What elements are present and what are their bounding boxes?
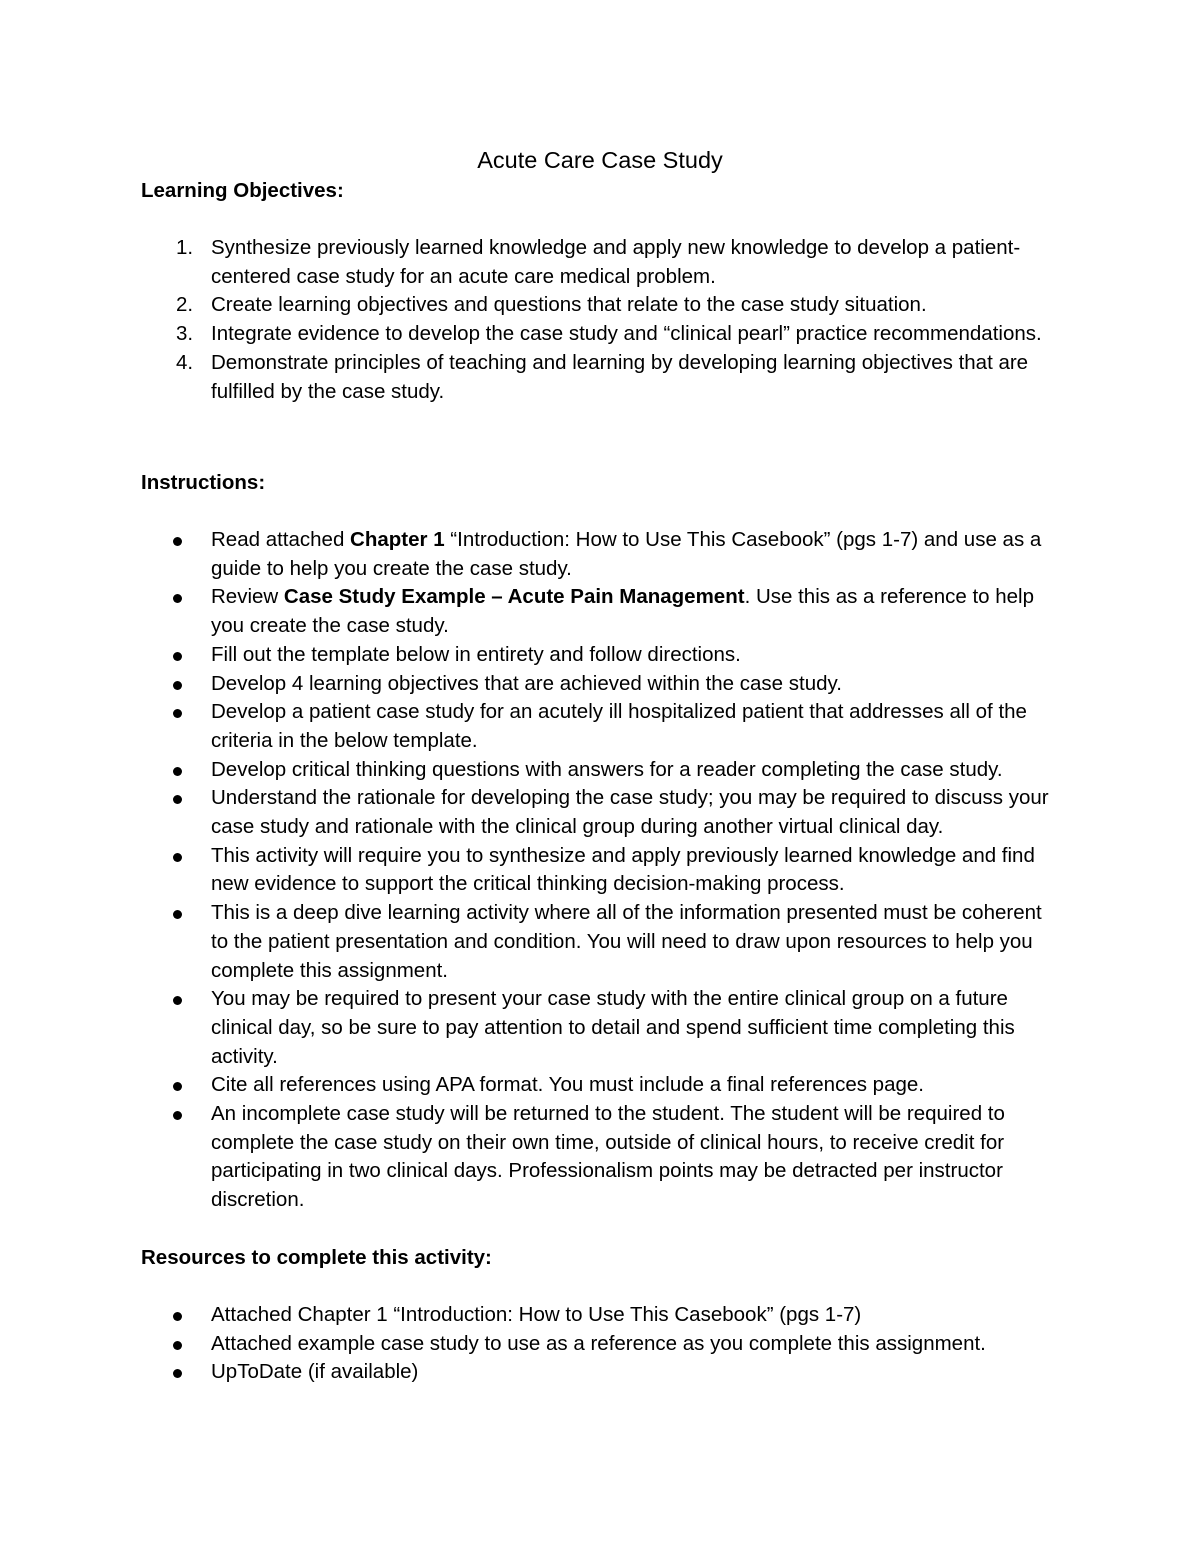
chapter-reference: Chapter 1 [350, 528, 445, 551]
item-text: Develop 4 learning objectives that are achieved within the case study. [211, 671, 842, 695]
list-item [0, 756, 1200, 785]
instructions-heading: Instructions: [141, 471, 266, 494]
bullet-icon [173, 996, 182, 1005]
list-item [0, 899, 1200, 985]
item-text: UpToDate (if available) [211, 1360, 419, 1384]
learning-objectives-heading: Learning Objectives: [141, 179, 344, 202]
bullet-icon [173, 652, 182, 661]
bullet-icon [173, 1111, 182, 1120]
item-text: You may be required to present your case study with the entire clinical group on a future clinical day, so be sure to pay attention to detail and spend sufficient time completing this activity. [211, 987, 1015, 1068]
bullet-icon [173, 1341, 182, 1350]
list-item [0, 526, 1200, 583]
item-number: 3. [176, 322, 194, 346]
item-text: Fill out the template below in entirety and follow directions. [211, 642, 741, 666]
bullet-icon [173, 1369, 182, 1378]
list-item [0, 291, 1200, 320]
item-text: Read attached Chapter 1 “Introduction: How to Use This Casebook” (pgs 1-7) and use as a guide to help you create the case study. [211, 528, 1042, 580]
item-text: Cite all references using APA format. You must include a final references page. [211, 1073, 924, 1097]
item-number: 2. [176, 293, 194, 317]
bullet-icon [173, 910, 182, 919]
list-item [0, 842, 1200, 899]
list-item [0, 1358, 1200, 1387]
resources-list [0, 1301, 1200, 1387]
list-item [0, 1330, 1200, 1359]
item-text: Integrate evidence to develop the case study and “clinical pearl” practice recommendations. [211, 322, 1042, 346]
list-item [0, 670, 1200, 699]
item-number: 1. [176, 236, 194, 259]
item-text: Demonstrate principles of teaching and learning by developing learning objectives that are fulfilled by the case study. [211, 350, 1029, 403]
item-text: This activity will require you to synthesize and apply previously learned knowledge and find new evidence to support the critical thinking decision-making process. [211, 843, 1035, 896]
list-item [0, 641, 1200, 670]
list-item [0, 698, 1200, 755]
bullet-icon [173, 537, 182, 546]
list-item [0, 349, 1200, 406]
bullet-icon [173, 594, 182, 603]
bullet-icon [173, 1312, 182, 1321]
bullet-icon [173, 853, 182, 862]
bullet-icon [173, 1082, 182, 1091]
item-text: Create learning objectives and questions that relate to the case study situation. [211, 293, 927, 317]
item-text: Develop critical thinking questions with answers for a reader completing the case study. [211, 757, 1003, 781]
example-reference: Case Study Example – Acute Pain Management [283, 585, 745, 609]
list-item [0, 985, 1200, 1071]
list-item [0, 583, 1200, 640]
list-item [0, 234, 1200, 291]
item-text: Develop a patient case study for an acutely ill hospitalized patient that addresses all of the criteria in the below template. [211, 700, 1027, 752]
item-text: Synthesize previously learned knowledge and apply new knowledge to develop a patient-centered case study for an acute care medical problem. [211, 236, 1021, 288]
item-text: Attached Chapter 1 “Introduction: How to Use This Casebook” (pgs 1-7) [211, 1303, 862, 1326]
item-text: This is a deep dive learning activity where all of the information presented must be coherent to the patient presentation and condition. You will need to draw upon resources to help you complete this assignment. [211, 901, 1042, 982]
item-text: Attached example case study to use as a reference as you complete this assignment. [211, 1331, 986, 1355]
item-text: An incomplete case study will be returned to the student. The student will be required to complete the case study on their own time, outside of clinical hours, to receive credit for participating in two clinical days. Professionalism points may be detracted per instructor discretion. [211, 1102, 1005, 1212]
learning-objectives-list [0, 234, 1200, 406]
list-item [0, 784, 1200, 841]
bullet-icon [173, 709, 182, 718]
bullet-icon [173, 795, 182, 804]
document-title: Acute Care Case Study [477, 147, 723, 173]
list-item [0, 1301, 1200, 1330]
list-item [0, 1100, 1200, 1215]
bullet-icon [173, 767, 182, 776]
item-text: Understand the rationale for developing the case study; you may be required to discuss your case study and rationale with the clinical group during another virtual clinical day. [211, 786, 1049, 839]
list-item [0, 1071, 1200, 1100]
list-item [0, 320, 1200, 349]
resources-heading: Resources to complete this activity: [141, 1246, 492, 1269]
bullet-icon [173, 681, 182, 690]
instructions-list [0, 526, 1200, 1215]
item-text: Review Case Study Example – Acute Pain Management. Use this as a reference to help you create the case study. [211, 585, 1034, 638]
item-number: 4. [176, 350, 194, 374]
